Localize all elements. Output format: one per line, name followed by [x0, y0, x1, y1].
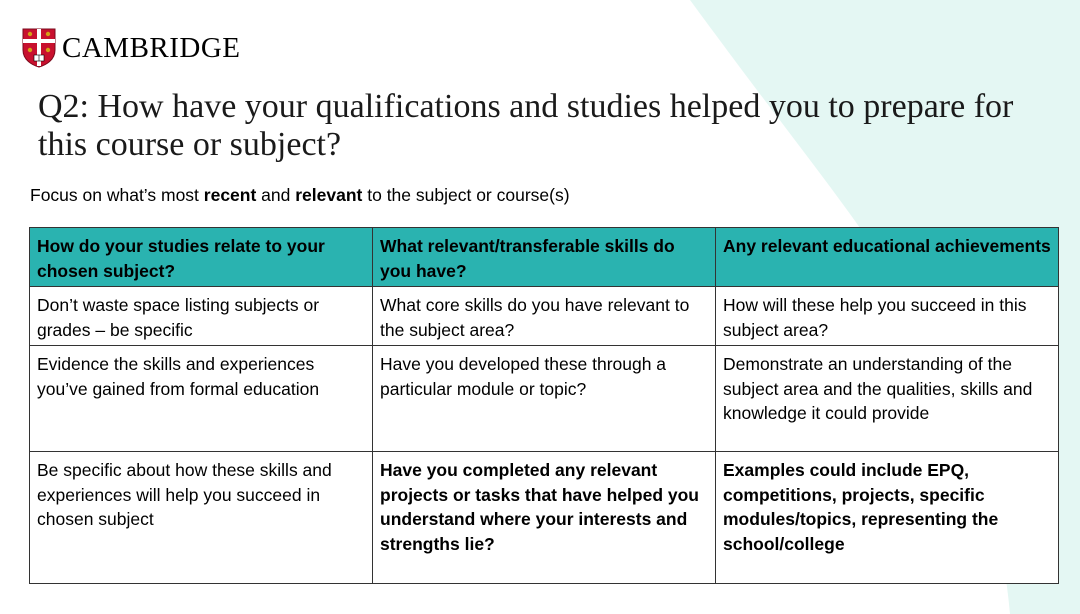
column-header-achievements: Any relevant educational achievements [716, 228, 1059, 287]
cambridge-crest-icon [22, 28, 56, 68]
table-cell: Demonstrate an understanding of the subject area and the qualities, skills and knowledge it could provide [716, 346, 1059, 452]
table-header-row [30, 228, 1059, 287]
table-row [30, 452, 1059, 584]
table-row [30, 287, 1059, 346]
table-cell: Evidence the skills and experiences you’ve gained from formal education [30, 346, 373, 452]
table-cell: What core skills do you have relevant to the subject area? [373, 287, 716, 346]
table-row [30, 346, 1059, 452]
table-cell: Have you developed these through a particular module or topic? [373, 346, 716, 452]
table-cell: Have you completed any relevant projects or tasks that have helped you understand where your interests and strengths lie? [373, 452, 716, 584]
column-header-skills: What relevant/transferable skills do you have? [373, 228, 716, 287]
table-cell: Examples could include EPQ, competitions, projects, specific modules/topics, representing the school/college [716, 452, 1059, 584]
intro-mid: and [256, 185, 296, 205]
table-cell: How will these help you succeed in this subject area? [716, 287, 1059, 346]
guidance-table [29, 227, 1059, 584]
intro-suffix: to the subject or course(s) [362, 185, 570, 205]
page-title: Q2: How have your qualifications and studies helped you to prepare for this course or subject? [38, 88, 1014, 163]
column-header-studies: How do your studies relate to your chosen subject? [30, 228, 373, 287]
brand-name: CAMBRIDGE [62, 31, 241, 64]
table-cell: Be specific about how these skills and experiences will help you succeed in chosen subject [30, 452, 373, 584]
intro-bold-relevant: relevant [295, 185, 363, 205]
intro-prefix: Focus on what’s most [30, 185, 204, 205]
intro-bold-recent: recent [203, 185, 257, 205]
intro-text [30, 184, 570, 206]
table-cell: Don’t waste space listing subjects or grades – be specific [30, 287, 373, 346]
cambridge-logo [22, 28, 241, 68]
